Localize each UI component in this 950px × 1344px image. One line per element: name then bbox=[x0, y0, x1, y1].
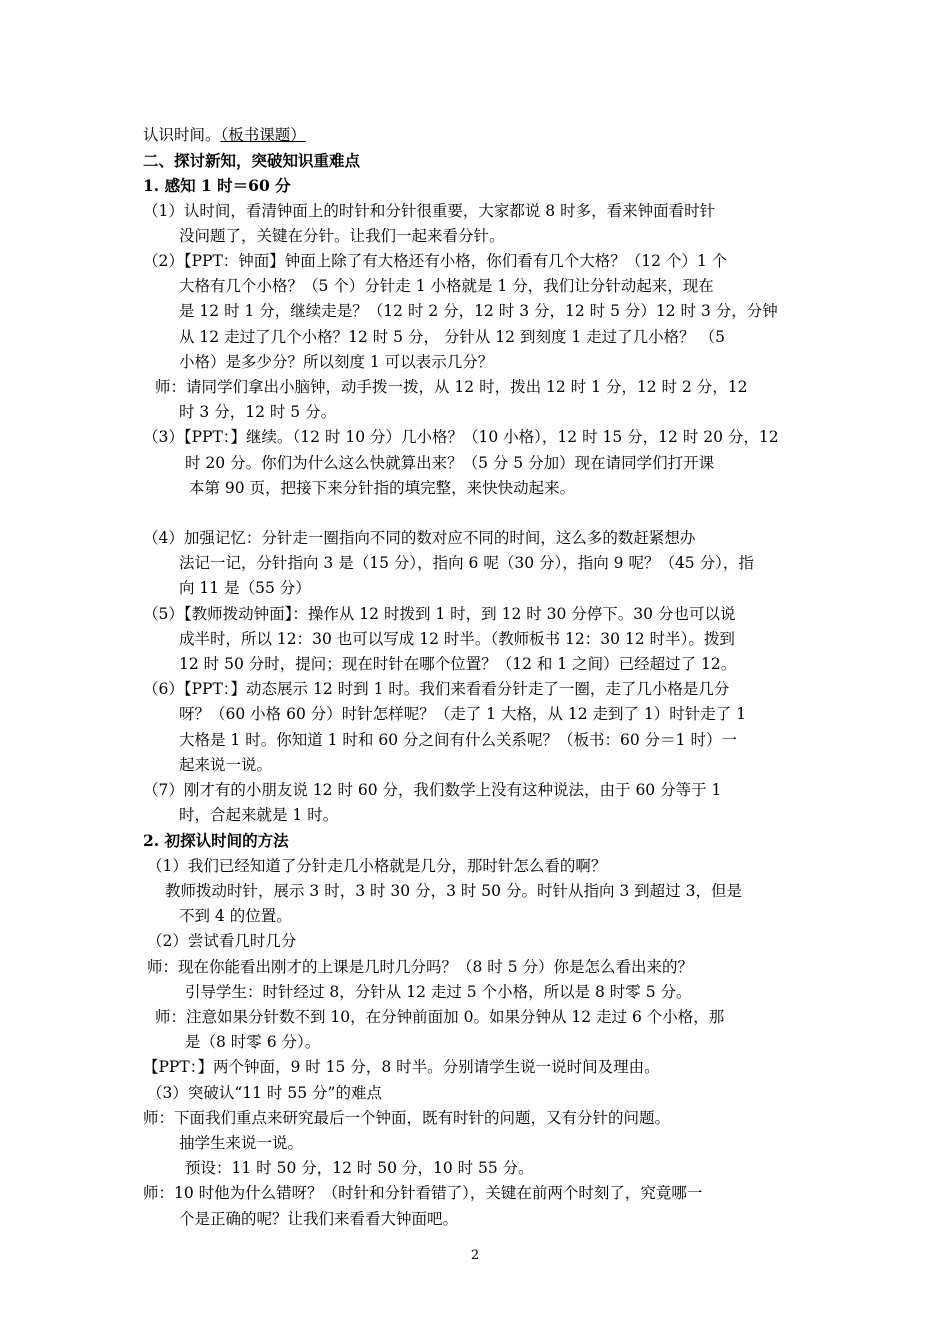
text-line bbox=[143, 828, 813, 853]
text-span: 引导学生：时针经过 8，分针从 12 走过 5 个小格，所以是 8 时零 5 分。 bbox=[185, 982, 692, 1001]
text-span: （3）突破认“11 时 55 分”的难点 bbox=[147, 1083, 382, 1102]
text-line bbox=[143, 879, 813, 904]
text-line bbox=[143, 1207, 813, 1232]
text-span: 时 20 分。你们为什么这么快就算出来？（5 分 5 分加）现在请同学们打开课 bbox=[185, 453, 715, 472]
text-span: （1）认时间，看清钟面上的时针和分针很重要，大家都说 8 时多，看来钟面看时针 bbox=[143, 201, 716, 220]
text-span: 起来说一说。 bbox=[179, 755, 273, 774]
text-span: （1）我们已经知道了分针走几小格就是几分，那时针怎么看的啊？ bbox=[147, 856, 607, 875]
text-span: 【PPT：】两个钟面，9 时 15 分，8 时半。分别请学生说一说时间及理由。 bbox=[143, 1058, 660, 1077]
text-span: 1. 感知 1 时＝60 分 bbox=[143, 176, 291, 196]
text-span: 向 11 是（55 分） bbox=[179, 579, 311, 598]
text-line bbox=[143, 1181, 813, 1206]
text-line bbox=[143, 728, 813, 753]
text-line bbox=[143, 274, 813, 299]
text-line bbox=[143, 904, 813, 929]
text-span: 本第 90 页，把接下来分针指的填完整，来快快动起来。 bbox=[189, 478, 576, 497]
text-span: （2）【PPT：钟面】钟面上除了有大格还有小格，你们看有几个大格？（12 个）1 个 bbox=[143, 252, 728, 271]
text-span: 2. 初探认时间的方法 bbox=[143, 831, 289, 851]
text-span: 12 时 50 分时，提问；现在时针在哪个位置？（12 和 1 之间）已经超过了 12。 bbox=[179, 655, 737, 674]
text-line bbox=[143, 1081, 813, 1106]
text-line bbox=[143, 1106, 813, 1131]
text-span: （7）刚才有的小朋友说 12 时 60 分，我们数学上没有这种说法，由于 60 分等于 1 bbox=[143, 781, 722, 800]
document-body bbox=[143, 123, 813, 1232]
blank-line bbox=[143, 501, 813, 526]
text-span: 教师拨动时针，展示 3 时，3 时 30 分，3 时 50 分。时针从指向 3 到超过 3，但是 bbox=[165, 881, 742, 900]
text-span: （3）【PPT：】继续。（12 时 10 分）几小格？（10 小格），12 时 15 分，12 时 20 分，12 bbox=[143, 428, 779, 447]
text-span: 从 12 走过了几个小格？12 时 5 分， 分针从 12 到刻度 1 走过了几小格？ （5 bbox=[179, 327, 725, 346]
text-span: 师：现在你能看出刚才的上课是几时几分吗？（8 时 5 分）你是怎么看出来的？ bbox=[147, 957, 694, 976]
text-span: 二、探讨新知，突破知识重难点 bbox=[143, 151, 361, 171]
text-line bbox=[143, 677, 813, 702]
text-span: 认识时间。 bbox=[143, 126, 221, 144]
text-span: 师：请同学们拿出小脑钟，动手拨一拨，从 12 时，拨出 12 时 1 分，12 时 2 分，12 bbox=[155, 378, 748, 397]
text-span: （5）【教师拨动钟面】：操作从 12 时拨到 1 时，到 12 时 30 分停下。30 分也可以说 bbox=[143, 604, 736, 623]
text-line bbox=[143, 753, 813, 778]
text-line bbox=[143, 425, 813, 450]
text-span: 小格）是多少分？所以刻度 1 可以表示几分？ bbox=[179, 352, 494, 371]
text-line bbox=[143, 778, 813, 803]
text-line bbox=[143, 551, 813, 576]
text-line bbox=[143, 576, 813, 601]
text-line bbox=[143, 123, 813, 148]
text-line bbox=[143, 1131, 813, 1156]
text-span: 抽学生来说一说。 bbox=[179, 1133, 304, 1152]
text-line bbox=[143, 602, 813, 627]
text-line bbox=[143, 350, 813, 375]
text-line bbox=[143, 854, 813, 879]
text-line bbox=[143, 929, 813, 954]
text-line bbox=[143, 476, 813, 501]
text-line bbox=[143, 249, 813, 274]
text-line bbox=[143, 451, 813, 476]
text-span: 没问题了，关键在分针。让我们一起来看分针。 bbox=[179, 226, 505, 245]
text-span: 时，合起来就是 1 时。 bbox=[179, 806, 339, 825]
text-span: 成半时，所以 12：30 也可以写成 12 时半。（教师板书 12：30 12 时半）。拨到 bbox=[179, 629, 735, 648]
text-span: 师：下面我们重点来研究最后一个钟面，既有时针的问题，又有分针的问题。 bbox=[143, 1108, 671, 1127]
text-line bbox=[143, 199, 813, 224]
text-line bbox=[143, 375, 813, 400]
text-line bbox=[143, 1055, 813, 1080]
text-line bbox=[143, 526, 813, 551]
text-span: 时 3 分，12 时 5 分。 bbox=[179, 403, 337, 422]
text-line bbox=[143, 1156, 813, 1181]
text-line bbox=[143, 173, 813, 198]
text-span: （板书课题） bbox=[220, 126, 306, 144]
text-span: 是（8 时零 6 分）。 bbox=[185, 1033, 321, 1052]
text-line bbox=[143, 224, 813, 249]
text-line bbox=[143, 1005, 813, 1030]
text-line bbox=[143, 980, 813, 1005]
text-span: 大格是 1 时。你知道 1 时和 60 分之间有什么关系呢？（板书：60 分＝1 时）一 bbox=[179, 730, 737, 749]
text-span: 师：注意如果分针数不到 10，在分钟前面加 0。如果分钟从 12 走过 6 个小格，那 bbox=[155, 1007, 725, 1026]
text-span: 师：10 时他为什么错呀？（时针和分针看错了），关键在前两个时刻了，究竟哪一 bbox=[143, 1184, 703, 1203]
text-span: 是 12 时 1 分，继续走是？（12 时 2 分，12 时 3 分，12 时 5 分）12 时 3 分，分钟 bbox=[179, 302, 778, 321]
text-span: 大格有几个小格？（5 个）分针走 1 小格就是 1 分，我们让分针动起来，现在 bbox=[179, 277, 714, 296]
text-span: 呀？（60 小格 60 分）时针怎样呢？（走了 1 大格，从 12 走到了 1）时针走了 1 bbox=[179, 705, 747, 724]
text-line bbox=[143, 803, 813, 828]
text-line bbox=[143, 400, 813, 425]
text-span: （4）加强记忆：分针走一圈指向不同的数对应不同的时间，这么多的数赶紧想办 bbox=[143, 529, 696, 548]
text-span: 预设：11 时 50 分，12 时 50 分，10 时 55 分。 bbox=[185, 1159, 534, 1178]
text-span: （6）【PPT：】动态展示 12 时到 1 时。我们来看看分针走了一圈，走了几小格是几分 bbox=[143, 680, 730, 699]
text-line bbox=[143, 1030, 813, 1055]
text-span: 不到 4 的位置。 bbox=[179, 907, 292, 926]
text-line bbox=[143, 627, 813, 652]
text-line bbox=[143, 148, 813, 173]
page-number: 2 bbox=[470, 1248, 480, 1263]
text-span: 个是正确的呢？让我们来看看大钟面吧。 bbox=[179, 1209, 459, 1228]
text-line bbox=[143, 652, 813, 677]
text-line bbox=[143, 702, 813, 727]
text-line bbox=[143, 955, 813, 980]
text-span: 法记一记，分针指向 3 是（15 分），指向 6 呢（30 分），指向 9 呢？（45 分），指 bbox=[179, 554, 754, 573]
text-line bbox=[143, 299, 813, 324]
text-line bbox=[143, 325, 813, 350]
text-span: （2）尝试看几时几分 bbox=[147, 932, 297, 951]
